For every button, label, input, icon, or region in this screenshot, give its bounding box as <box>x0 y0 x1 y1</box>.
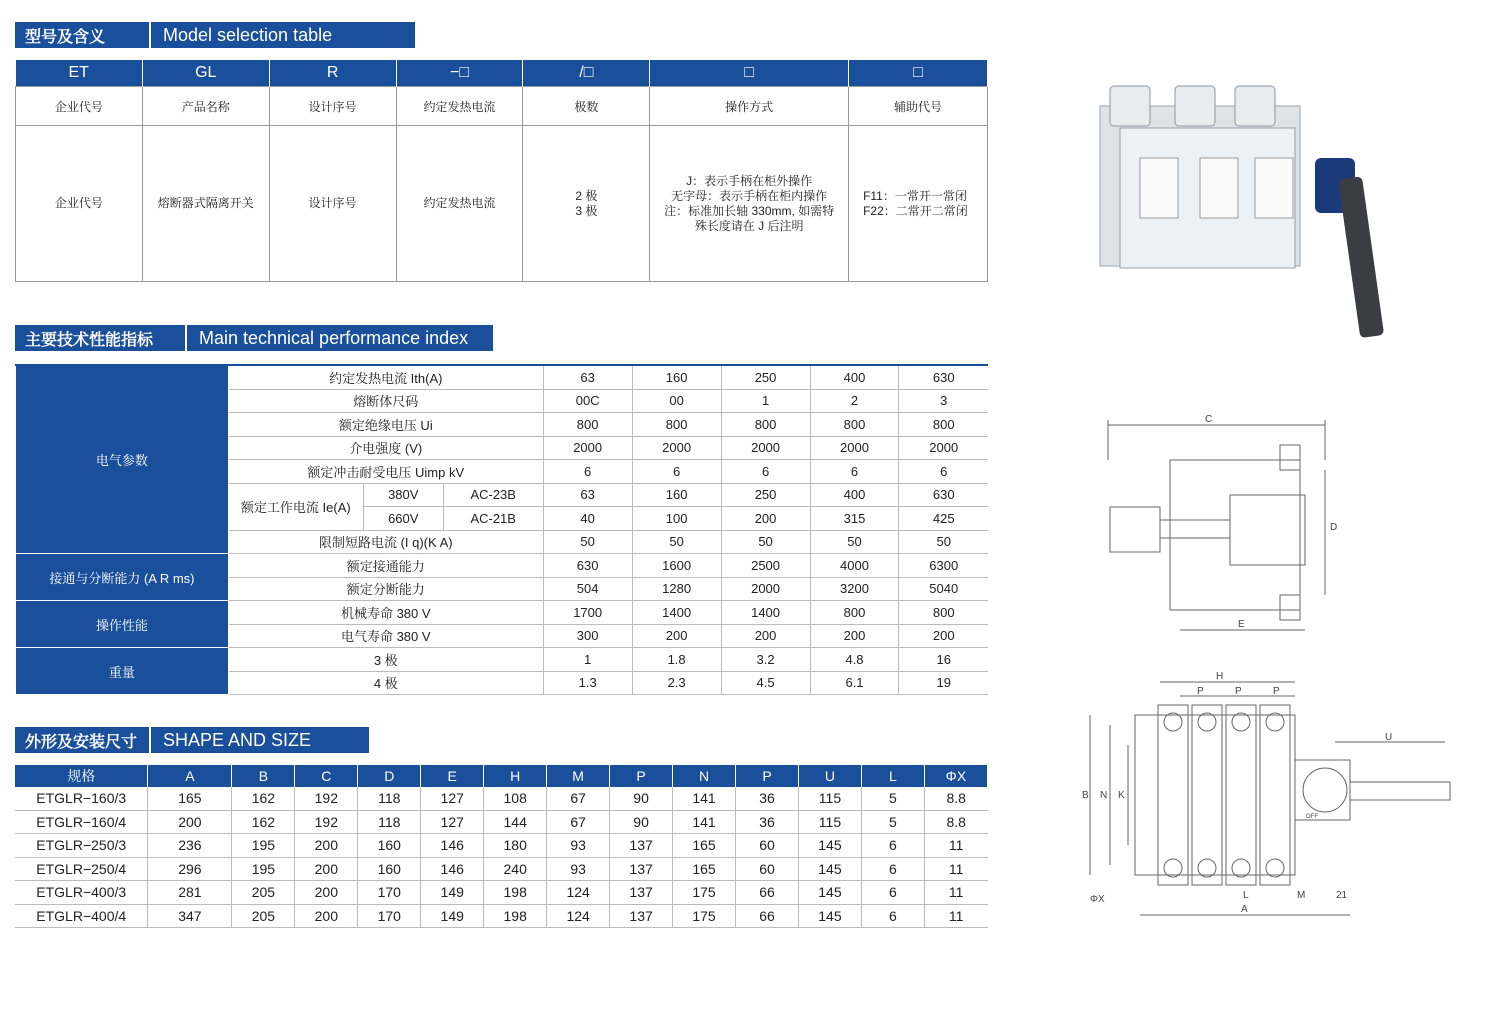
tech-value: 2000 <box>721 577 810 601</box>
tech-value: 3200 <box>810 577 899 601</box>
size-value-cell: 137 <box>610 881 673 905</box>
size-value-cell: 124 <box>547 904 610 928</box>
size-value-cell: 6 <box>861 834 924 858</box>
size-value-cell: 145 <box>798 881 861 905</box>
tech-sub-category: AC-23B <box>443 483 543 507</box>
size-value-cell: 149 <box>421 881 484 905</box>
model-name-row <box>16 87 988 126</box>
size-value-cell: 67 <box>547 810 610 834</box>
size-section-title-en: SHAPE AND SIZE <box>163 729 312 750</box>
size-value-cell: 175 <box>673 881 736 905</box>
product-photo <box>1090 78 1410 348</box>
size-table-row <box>15 834 988 858</box>
size-section-header <box>15 727 369 753</box>
size-header-cell: U <box>798 765 861 787</box>
size-value-cell: 175 <box>673 904 736 928</box>
tech-value: 300 <box>543 624 632 648</box>
model-code-cell: R <box>269 60 396 87</box>
tech-value: 800 <box>721 413 810 437</box>
tech-value: 4000 <box>810 554 899 578</box>
size-header-cell: ΦX <box>924 765 987 787</box>
size-value-cell: 36 <box>736 810 799 834</box>
label-p: P <box>1273 686 1280 697</box>
size-header-cell: C <box>295 765 358 787</box>
size-spec-cell: ETGLR−250/3 <box>15 834 148 858</box>
size-header-cell: H <box>484 765 547 787</box>
tech-section-title-en: Main technical performance index <box>199 327 469 348</box>
size-table-body <box>15 787 988 928</box>
model-desc-cell: 2 极 3 极 <box>523 126 650 282</box>
label-n: N <box>1100 790 1108 801</box>
label-l: L <box>1243 890 1249 901</box>
tech-section-title-cn: 主要技术性能指标 <box>15 325 187 351</box>
handle-lever-shape <box>1338 176 1384 338</box>
model-section-title-cn: 型号及含义 <box>15 22 151 48</box>
size-value-cell: 236 <box>148 834 232 858</box>
size-value-cell: 127 <box>421 787 484 810</box>
tech-value: 2000 <box>543 436 632 460</box>
size-value-cell: 347 <box>148 904 232 928</box>
size-value-cell: 137 <box>610 834 673 858</box>
size-value-cell: 195 <box>232 834 295 858</box>
tech-group-breaking: 接通与分断能力 (A R ms) <box>16 554 229 601</box>
tech-value: 800 <box>810 601 899 625</box>
size-value-cell: 165 <box>673 834 736 858</box>
tech-value: 400 <box>810 365 899 389</box>
tech-value: 800 <box>810 413 899 437</box>
label-e: E <box>1238 619 1245 630</box>
size-value-cell: 137 <box>610 904 673 928</box>
model-desc-cell: 企业代号 <box>16 126 143 282</box>
tech-row-label: 额定冲击耐受电压 Uimp kV <box>228 460 543 484</box>
model-selection-table <box>15 60 988 282</box>
model-code-cell: ET <box>16 60 143 87</box>
size-value-cell: 36 <box>736 787 799 810</box>
model-name-cell: 辅助代号 <box>849 87 988 126</box>
tech-value: 63 <box>543 365 632 389</box>
model-desc-cell: 约定发热电流 <box>396 126 523 282</box>
model-name-cell: 产品名称 <box>142 87 269 126</box>
size-value-cell: 11 <box>924 834 987 858</box>
label-d: D <box>1330 522 1338 533</box>
size-section-title-cn: 外形及安装尺寸 <box>15 727 151 753</box>
tech-row-label: 额定工作电流 Ie(A) <box>228 483 363 530</box>
label-a: A <box>1241 904 1248 915</box>
size-spec-cell: ETGLR−250/4 <box>15 857 148 881</box>
size-value-cell: 205 <box>232 904 295 928</box>
size-value-cell: 118 <box>358 787 421 810</box>
size-value-cell: 200 <box>148 810 232 834</box>
label-m: M <box>1297 890 1306 901</box>
terminal-circle <box>1164 713 1182 731</box>
size-value-cell: 192 <box>295 810 358 834</box>
size-value-cell: 66 <box>736 904 799 928</box>
tech-value: 6300 <box>899 554 988 578</box>
tech-value: 800 <box>632 413 721 437</box>
size-value-cell: 240 <box>484 857 547 881</box>
tech-row-label: 熔断体尺码 <box>228 389 543 413</box>
tech-value: 630 <box>899 483 988 507</box>
model-desc-cell: 设计序号 <box>269 126 396 282</box>
side-view-drawing <box>1100 410 1350 640</box>
tech-performance-table <box>15 364 988 695</box>
size-value-cell: 149 <box>421 904 484 928</box>
size-value-cell: 141 <box>673 787 736 810</box>
size-value-cell: 205 <box>232 881 295 905</box>
size-value-cell: 6 <box>861 881 924 905</box>
size-value-cell: 144 <box>484 810 547 834</box>
size-spec-cell: ETGLR−400/3 <box>15 881 148 905</box>
tech-value: 630 <box>543 554 632 578</box>
tech-value: 6.1 <box>810 671 899 695</box>
terminal-circle <box>1198 713 1216 731</box>
terminal-circle <box>1232 713 1250 731</box>
label-h: H <box>1216 671 1224 682</box>
tech-row-label: 介电强度 (V) <box>228 436 543 460</box>
tech-value: 315 <box>810 507 899 531</box>
model-code-row <box>16 60 988 87</box>
size-value-cell: 11 <box>924 881 987 905</box>
tech-value: 160 <box>632 483 721 507</box>
tech-value: 16 <box>899 648 988 672</box>
size-header-cell: L <box>861 765 924 787</box>
size-header-cell: P <box>610 765 673 787</box>
tech-value: 400 <box>810 483 899 507</box>
size-header-cell: 规格 <box>15 765 148 787</box>
tech-value: 200 <box>632 624 721 648</box>
size-value-cell: 90 <box>610 787 673 810</box>
tech-value: 3 <box>899 389 988 413</box>
model-name-cell: 企业代号 <box>16 87 143 126</box>
shape-size-table <box>15 765 988 928</box>
label-k: K <box>1118 790 1125 801</box>
model-code-cell: /□ <box>523 60 650 87</box>
model-description-row <box>16 126 988 282</box>
size-value-cell: 281 <box>148 881 232 905</box>
size-header-cell: N <box>673 765 736 787</box>
tech-sub-category: AC-21B <box>443 507 543 531</box>
terminal-circle <box>1266 859 1284 877</box>
tech-value: 6 <box>632 460 721 484</box>
tech-value: 6 <box>721 460 810 484</box>
terminal-circle <box>1266 713 1284 731</box>
tech-row-label: 额定接通能力 <box>228 554 543 578</box>
tech-row <box>16 648 989 672</box>
size-value-cell: 8.8 <box>924 787 987 810</box>
tech-value: 2.3 <box>632 671 721 695</box>
model-desc-cell: 熔断器式隔离开关 <box>142 126 269 282</box>
tech-value: 5040 <box>899 577 988 601</box>
tech-row-label: 电气寿命 380 V <box>228 624 543 648</box>
terminal-3-shape <box>1235 86 1275 126</box>
tech-value: 4.8 <box>810 648 899 672</box>
model-code-cell: GL <box>142 60 269 87</box>
label-off: OFF <box>1306 814 1318 820</box>
size-table-row <box>15 787 988 810</box>
size-value-cell: 5 <box>861 787 924 810</box>
size-value-cell: 108 <box>484 787 547 810</box>
handle-outline <box>1110 507 1160 552</box>
mechanism-outline <box>1230 495 1305 565</box>
size-value-cell: 146 <box>421 857 484 881</box>
tech-value: 40 <box>543 507 632 531</box>
front-view-drawing <box>1080 670 1460 920</box>
tech-value: 2000 <box>810 436 899 460</box>
tech-value: 1 <box>543 648 632 672</box>
size-value-cell: 66 <box>736 881 799 905</box>
tech-value: 1.3 <box>543 671 632 695</box>
terminal-circle <box>1232 859 1250 877</box>
fuse-3-shape <box>1255 158 1293 218</box>
size-header-cell: D <box>358 765 421 787</box>
pole-3-outline <box>1226 705 1256 885</box>
model-name-cell: 操作方式 <box>650 87 849 126</box>
size-value-cell: 296 <box>148 857 232 881</box>
size-value-cell: 162 <box>232 787 295 810</box>
model-desc-cell: J：表示手柄在柜外操作 无字母：表示手柄在柜内操作 注：标准加长轴 330mm, 如需特 殊长度请在 J 后注明 <box>650 126 849 282</box>
size-value-cell: 170 <box>358 904 421 928</box>
size-value-cell: 192 <box>295 787 358 810</box>
tech-value: 250 <box>721 483 810 507</box>
tech-value: 800 <box>543 413 632 437</box>
size-value-cell: 200 <box>295 857 358 881</box>
tech-value: 6 <box>543 460 632 484</box>
tech-row-label: 3 极 <box>228 648 543 672</box>
tech-value: 00C <box>543 389 632 413</box>
model-name-cell: 设计序号 <box>269 87 396 126</box>
terminal-2-shape <box>1175 86 1215 126</box>
tech-value: 6 <box>810 460 899 484</box>
size-value-cell: 60 <box>736 857 799 881</box>
size-header-cell: A <box>148 765 232 787</box>
size-value-cell: 5 <box>861 810 924 834</box>
tech-row <box>16 365 989 389</box>
size-value-cell: 8.8 <box>924 810 987 834</box>
tech-value: 160 <box>632 365 721 389</box>
size-value-cell: 115 <box>798 787 861 810</box>
fuse-1-shape <box>1140 158 1178 218</box>
size-value-cell: 93 <box>547 834 610 858</box>
tech-value: 2000 <box>632 436 721 460</box>
tech-value: 6 <box>899 460 988 484</box>
tech-sub-voltage: 380V <box>363 483 443 507</box>
tech-sub-voltage: 660V <box>363 507 443 531</box>
size-value-cell: 198 <box>484 881 547 905</box>
size-value-cell: 124 <box>547 881 610 905</box>
label-phix: ΦX <box>1090 894 1105 905</box>
tech-value: 50 <box>810 530 899 554</box>
tech-value: 200 <box>899 624 988 648</box>
size-value-cell: 11 <box>924 904 987 928</box>
tech-section-header <box>15 325 493 351</box>
tech-value: 1400 <box>721 601 810 625</box>
terminal-circle <box>1198 859 1216 877</box>
tech-value: 1600 <box>632 554 721 578</box>
tech-value: 800 <box>899 413 988 437</box>
tech-row-label: 额定绝缘电压 Ui <box>228 413 543 437</box>
tech-value: 100 <box>632 507 721 531</box>
tech-row-label: 约定发热电流 Ith(A) <box>228 365 543 389</box>
tech-value: 1280 <box>632 577 721 601</box>
tech-value: 800 <box>899 601 988 625</box>
tech-row-label: 4 极 <box>228 671 543 695</box>
size-header-row <box>15 765 988 787</box>
size-value-cell: 127 <box>421 810 484 834</box>
tech-value: 1.8 <box>632 648 721 672</box>
label-p: P <box>1235 686 1242 697</box>
tech-value: 2000 <box>899 436 988 460</box>
model-name-cell: 极数 <box>523 87 650 126</box>
fuse-2-shape <box>1200 158 1238 218</box>
size-value-cell: 180 <box>484 834 547 858</box>
size-value-cell: 67 <box>547 787 610 810</box>
size-value-cell: 146 <box>421 834 484 858</box>
size-value-cell: 93 <box>547 857 610 881</box>
size-spec-cell: ETGLR−400/4 <box>15 904 148 928</box>
size-value-cell: 162 <box>232 810 295 834</box>
size-header-cell: P <box>736 765 799 787</box>
pole-2-outline <box>1192 705 1222 885</box>
size-value-cell: 6 <box>861 857 924 881</box>
tech-value: 1400 <box>632 601 721 625</box>
tech-value: 50 <box>899 530 988 554</box>
size-value-cell: 60 <box>736 834 799 858</box>
tech-value: 200 <box>810 624 899 648</box>
size-table-row <box>15 810 988 834</box>
rotary-knob-outline <box>1303 768 1347 812</box>
size-spec-cell: ETGLR−160/3 <box>15 787 148 810</box>
body-outline <box>1135 715 1295 875</box>
model-code-cell: □ <box>650 60 849 87</box>
label-b: B <box>1082 790 1089 801</box>
size-value-cell: 145 <box>798 857 861 881</box>
terminal-circle <box>1164 859 1182 877</box>
model-section-header <box>15 22 415 48</box>
tech-value: 1700 <box>543 601 632 625</box>
top-terminal-outline <box>1280 445 1300 470</box>
tech-value: 2500 <box>721 554 810 578</box>
tech-value: 250 <box>721 365 810 389</box>
size-value-cell: 118 <box>358 810 421 834</box>
tech-group-weight: 重量 <box>16 648 229 695</box>
tech-value: 50 <box>632 530 721 554</box>
body-outline <box>1170 460 1300 610</box>
size-value-cell: 115 <box>798 810 861 834</box>
tech-group-operation: 操作性能 <box>16 601 229 648</box>
size-value-cell: 11 <box>924 857 987 881</box>
tech-value: 3.2 <box>721 648 810 672</box>
tech-row-label: 机械寿命 380 V <box>228 601 543 625</box>
tech-value: 50 <box>721 530 810 554</box>
size-value-cell: 160 <box>358 857 421 881</box>
size-value-cell: 198 <box>484 904 547 928</box>
tech-value: 4.5 <box>721 671 810 695</box>
tech-value: 630 <box>899 365 988 389</box>
tech-row <box>16 554 989 578</box>
size-value-cell: 6 <box>861 904 924 928</box>
size-header-cell: B <box>232 765 295 787</box>
tech-value: 2 <box>810 389 899 413</box>
size-value-cell: 165 <box>673 857 736 881</box>
tech-value: 504 <box>543 577 632 601</box>
tech-value: 200 <box>721 624 810 648</box>
tech-value: 63 <box>543 483 632 507</box>
size-value-cell: 145 <box>798 834 861 858</box>
tech-value: 1 <box>721 389 810 413</box>
model-desc-cell: F11：一常开一常闭 F22：二常开二常闭 <box>849 126 988 282</box>
size-value-cell: 90 <box>610 810 673 834</box>
model-section-title-en: Model selection table <box>163 24 333 45</box>
size-header-cell: E <box>421 765 484 787</box>
pole-1-outline <box>1158 705 1188 885</box>
size-value-cell: 165 <box>148 787 232 810</box>
size-value-cell: 200 <box>295 834 358 858</box>
tech-value: 19 <box>899 671 988 695</box>
tech-row-label: 额定分断能力 <box>228 577 543 601</box>
pole-4-outline <box>1260 705 1290 885</box>
label-p: P <box>1197 686 1204 697</box>
size-value-cell: 141 <box>673 810 736 834</box>
size-value-cell: 195 <box>232 857 295 881</box>
tech-row-label: 限制短路电流 (I q)(K A) <box>228 530 543 554</box>
model-code-cell: □ <box>849 60 988 87</box>
model-code-cell: −□ <box>396 60 523 87</box>
label-c: C <box>1205 414 1213 425</box>
tech-group-electrical: 电气参数 <box>16 365 229 554</box>
tech-value: 00 <box>632 389 721 413</box>
size-value-cell: 170 <box>358 881 421 905</box>
terminal-1-shape <box>1110 86 1150 126</box>
model-name-cell: 约定发热电流 <box>396 87 523 126</box>
size-value-cell: 145 <box>798 904 861 928</box>
size-value-cell: 137 <box>610 857 673 881</box>
tech-value: 425 <box>899 507 988 531</box>
tech-row <box>16 601 989 625</box>
size-table-row <box>15 904 988 928</box>
tech-value: 50 <box>543 530 632 554</box>
tech-value: 200 <box>721 507 810 531</box>
size-table-row <box>15 857 988 881</box>
size-header-cell: M <box>547 765 610 787</box>
size-value-cell: 160 <box>358 834 421 858</box>
label-21: 21 <box>1336 890 1348 901</box>
size-value-cell: 200 <box>295 881 358 905</box>
size-table-row <box>15 881 988 905</box>
tech-value: 2000 <box>721 436 810 460</box>
size-value-cell: 200 <box>295 904 358 928</box>
label-u: U <box>1385 732 1393 743</box>
size-spec-cell: ETGLR−160/4 <box>15 810 148 834</box>
shaft-outline <box>1350 782 1450 800</box>
bottom-terminal-outline <box>1280 595 1300 620</box>
